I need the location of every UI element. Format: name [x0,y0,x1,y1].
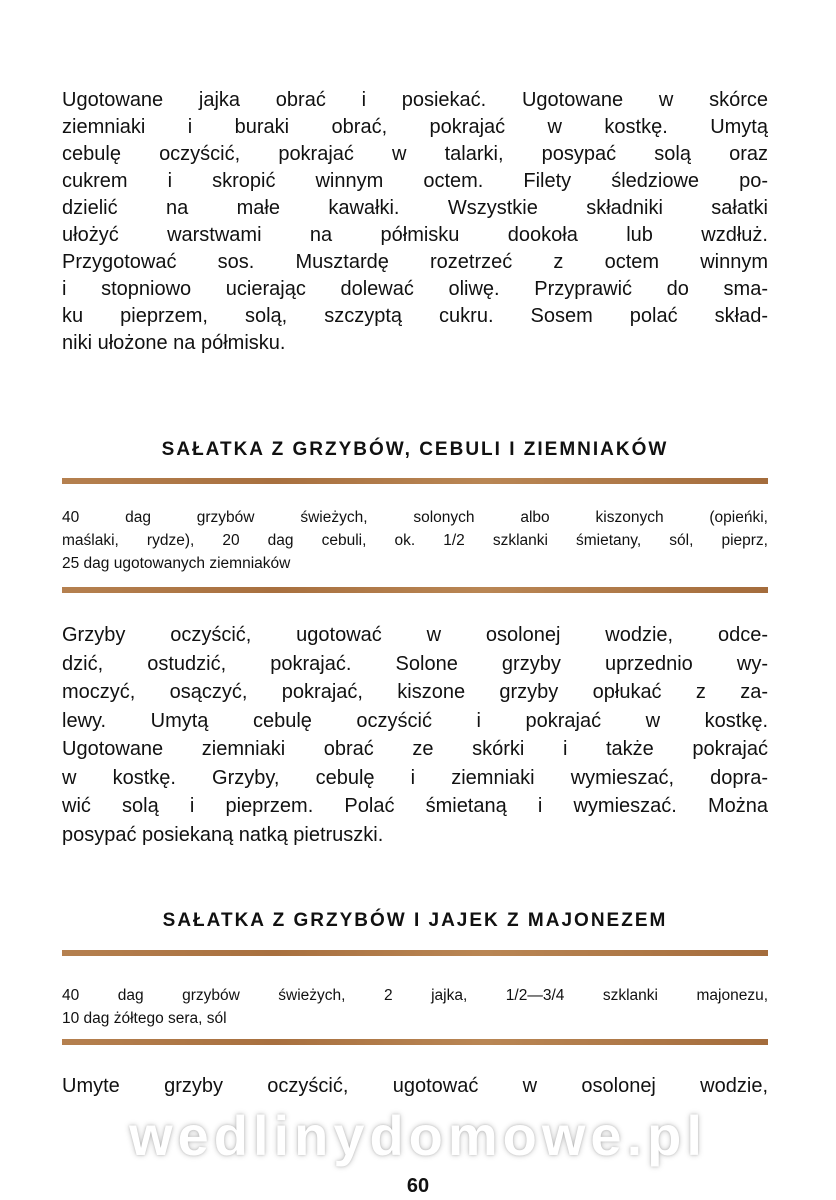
text-line: 40 dag grzybów świeżych, solonych albo kiszonych (opieńki, [62,509,768,526]
text-line: Grzyby oczyścić, ugotować w osolonej wodzie, odce- [62,624,768,646]
instructions-1 [62,621,768,849]
page-number: 60 [406,1175,430,1197]
text-line: moczyć, osączyć, pokrajać, kiszone grzyby opłukać z za- [62,681,768,703]
watermark: wedlinydomowe.pl [129,1104,707,1167]
text-line: Przygotować sos. Musztardę rozetrzeć z octem winnym [62,251,768,273]
text-line: lewy. Umytą cebulę oczyścić i pokrajać w kostkę. [62,709,768,732]
text-line: Ugotowane ziemniaki obrać ze skórki i także pokrajać [62,738,768,760]
divider [62,1039,768,1045]
text-line: niki ułożone na półmisku. [62,332,286,354]
divider [62,478,768,484]
text-line: 40 dag grzybów świeżych, 2 jajka, 1/2—3/4 szklanki majonezu, [62,987,768,1004]
text-line: Ugotowane jajka obrać i posiekać. Ugotowane w skórce [62,89,768,111]
text-line: cukrem i skropić winnym octem. Filety śledziowe po- [62,170,768,192]
text-line: maślaki, rydze), 20 dag cebuli, ok. 1/2 szklanki śmietany, sól, pieprz, [62,532,768,549]
text-line: ku pieprzem, solą, szczyptą cukru. Sosem polać skład- [62,305,768,327]
text-line: wić solą i pieprzem. Polać śmietaną i wymieszać. Można [62,795,768,817]
text-line: w kostkę. Grzyby, cebulę i ziemniaki wymieszać, dopra- [62,766,768,789]
text-line: cebulę oczyścić, pokrajać w talarki, posypać solą oraz [62,143,768,165]
text-line: posypać posiekaną natką pietruszki. [62,823,384,846]
text-line: dzić, ostudzić, pokrajać. Solone grzyby uprzednio wy- [62,652,768,675]
text-line: i stopniowo ucierając dolewać oliwę. Przyprawić do sma- [62,278,768,300]
ingredients-1 [62,506,768,575]
recipe-title-2: SAŁATKA Z GRZYBÓW I JAJEK Z MAJONEZEM [162,910,668,931]
ingredients-2 [62,984,768,1030]
text-line: 25 dag ugotowanych ziemniaków [62,555,291,572]
recipe-title-1: SAŁATKA Z GRZYBÓW, CEBULI I ZIEMNIAKÓW [161,439,669,460]
text-line: ziemniaki i buraki obrać, pokrajać w kostkę. Umytą [62,116,768,138]
divider [62,587,768,593]
divider [62,950,768,956]
text-line: ułożyć warstwami na półmisku dookoła lub wzdłuż. [62,224,768,246]
paragraph-intro [62,87,768,357]
text-line: dzielić na małe kawałki. Wszystkie składniki sałatki [62,197,768,219]
text-line: 10 dag żółtego sera, sól [62,1010,227,1027]
text-line: Umyte grzyby oczyścić, ugotować w osolonej wodzie, [62,1075,768,1097]
instructions-2 [62,1073,768,1100]
